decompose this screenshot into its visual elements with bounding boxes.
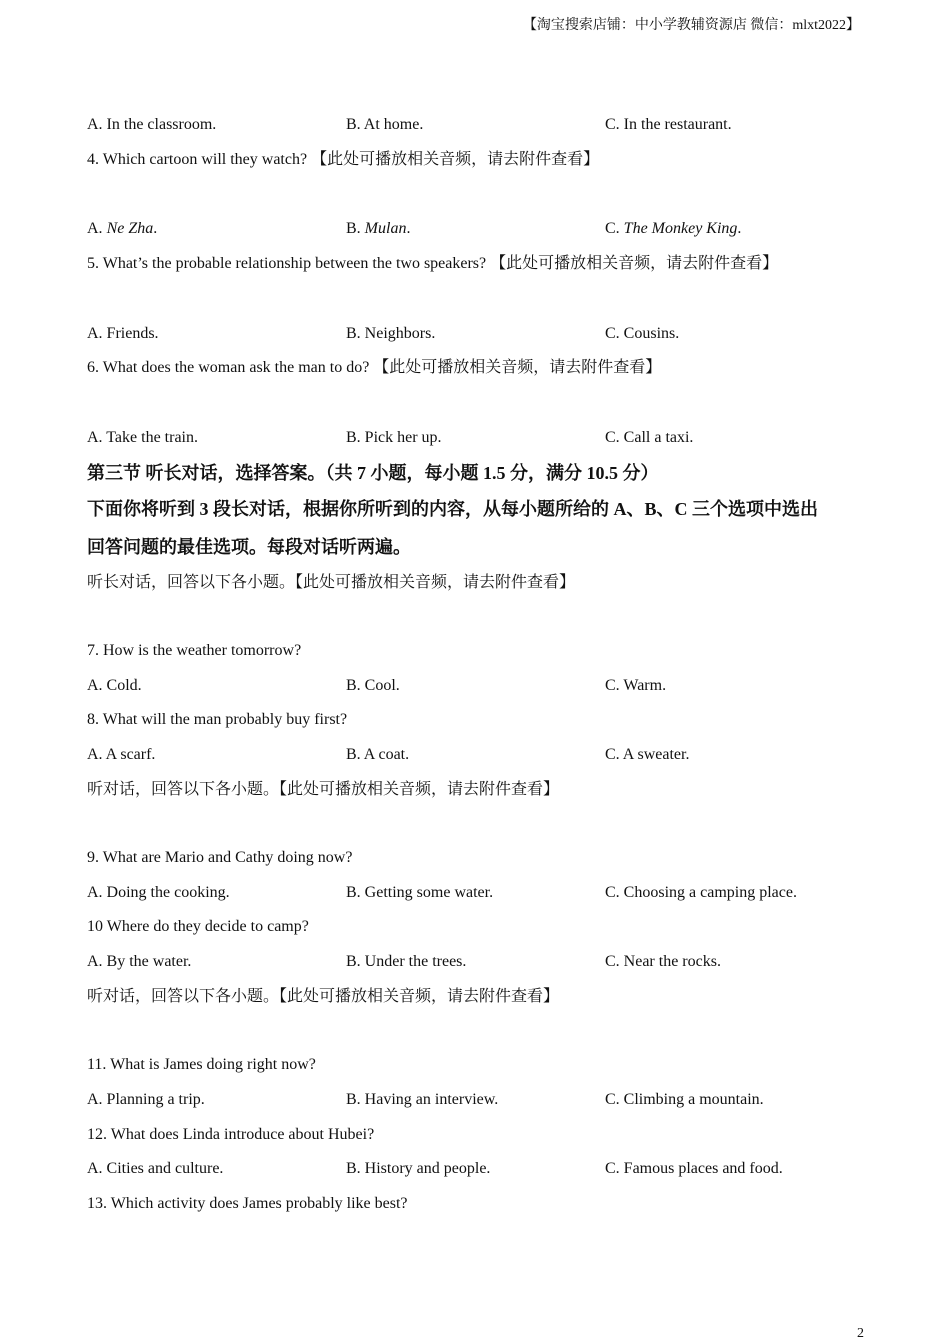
option-a[interactable]: A. Friends.: [87, 325, 159, 342]
q9-options: [87, 882, 887, 904]
q4-options: [87, 218, 887, 240]
q7-options: [87, 675, 887, 697]
option-b[interactable]: B. Having an interview.: [346, 1091, 499, 1108]
page-header-watermark: 【淘宝搜索店铺：中小学教辅资源店 微信：mlxt2022】: [522, 18, 860, 33]
q12-options: [87, 1158, 887, 1180]
question-5: 5. What’s the probable relationship between the two speakers? 【此处可播放相关音频，请去附件查看】: [87, 255, 779, 272]
option-c[interactable]: C. Famous places and food.: [605, 1160, 783, 1177]
dialogue-instruction-2: 听对话，回答以下各小题。【此处可播放相关音频，请去附件查看】: [87, 781, 560, 798]
section-3-desc-line2: 回答问题的最佳选项。每段对话听两遍。: [87, 537, 411, 557]
option-b[interactable]: B. History and people.: [346, 1160, 491, 1177]
q11-options: [87, 1089, 887, 1111]
q8-options: [87, 744, 887, 766]
dialogue-instruction-3: 听对话，回答以下各小题。【此处可播放相关音频，请去附件查看】: [87, 988, 560, 1005]
option-c[interactable]: C. Near the rocks.: [605, 953, 721, 970]
option-a[interactable]: A. Doing the cooking.: [87, 884, 230, 901]
option-b[interactable]: B. Mulan.: [346, 220, 411, 237]
option-b[interactable]: B. Neighbors.: [346, 325, 436, 342]
page-number: 2: [857, 1326, 864, 1341]
option-c[interactable]: C. Call a taxi.: [605, 429, 694, 446]
question-12: 12. What does Linda introduce about Hubei?: [87, 1126, 375, 1143]
question-8: 8. What will the man probably buy first?: [87, 711, 348, 728]
option-a[interactable]: A. Take the train.: [87, 429, 198, 446]
option-b[interactable]: B. Getting some water.: [346, 884, 494, 901]
question-13: 13. Which activity does James probably like best?: [87, 1195, 408, 1212]
option-c[interactable]: C. Choosing a camping place.: [605, 884, 797, 901]
option-a[interactable]: A. Cold.: [87, 677, 142, 694]
option-a[interactable]: A. In the classroom.: [87, 116, 217, 133]
option-c[interactable]: C. The Monkey King.: [605, 220, 742, 237]
option-c[interactable]: C. In the restaurant.: [605, 116, 732, 133]
option-c[interactable]: C. Warm.: [605, 677, 667, 694]
option-b[interactable]: B. At home.: [346, 116, 424, 133]
option-a[interactable]: A. By the water.: [87, 953, 192, 970]
option-a[interactable]: A. Planning a trip.: [87, 1091, 205, 1108]
q3-options: [87, 114, 887, 136]
question-11: 11. What is James doing right now?: [87, 1056, 316, 1073]
option-a[interactable]: A. Cities and culture.: [87, 1160, 224, 1177]
question-7: 7. How is the weather tomorrow?: [87, 642, 302, 659]
question-4: 4. Which cartoon will they watch? 【此处可播放相关音频，请去附件查看】: [87, 151, 600, 168]
option-b[interactable]: B. Cool.: [346, 677, 400, 694]
question-6: 6. What does the woman ask the man to do? 【此处可播放相关音频，请去附件查看】: [87, 359, 662, 376]
option-b[interactable]: B. A coat.: [346, 746, 410, 763]
section-3-title: 第三节 听长对话，选择答案。（共 7 小题，每小题 1.5 分，满分 10.5 分）: [87, 463, 659, 483]
question-10: 10 Where do they decide to camp?: [87, 918, 309, 935]
option-a[interactable]: A. A scarf.: [87, 746, 156, 763]
option-a[interactable]: A. Ne Zha.: [87, 220, 158, 237]
q5-options: [87, 323, 887, 345]
section-3-instruction: 听长对话，回答以下各小题。【此处可播放相关音频，请去附件查看】: [87, 574, 576, 591]
option-c[interactable]: C. Climbing a mountain.: [605, 1091, 764, 1108]
option-c[interactable]: C. A sweater.: [605, 746, 690, 763]
question-9: 9. What are Mario and Cathy doing now?: [87, 849, 353, 866]
option-c[interactable]: C. Cousins.: [605, 325, 680, 342]
option-b[interactable]: B. Pick her up.: [346, 429, 442, 446]
q6-options: [87, 427, 887, 449]
q10-options: [87, 951, 887, 973]
option-b[interactable]: B. Under the trees.: [346, 953, 467, 970]
section-3-desc-line1: 下面你将听到 3 段长对话，根据你所听到的内容，从每小题所给的 A、B、C 三个选项中选出: [87, 499, 818, 519]
